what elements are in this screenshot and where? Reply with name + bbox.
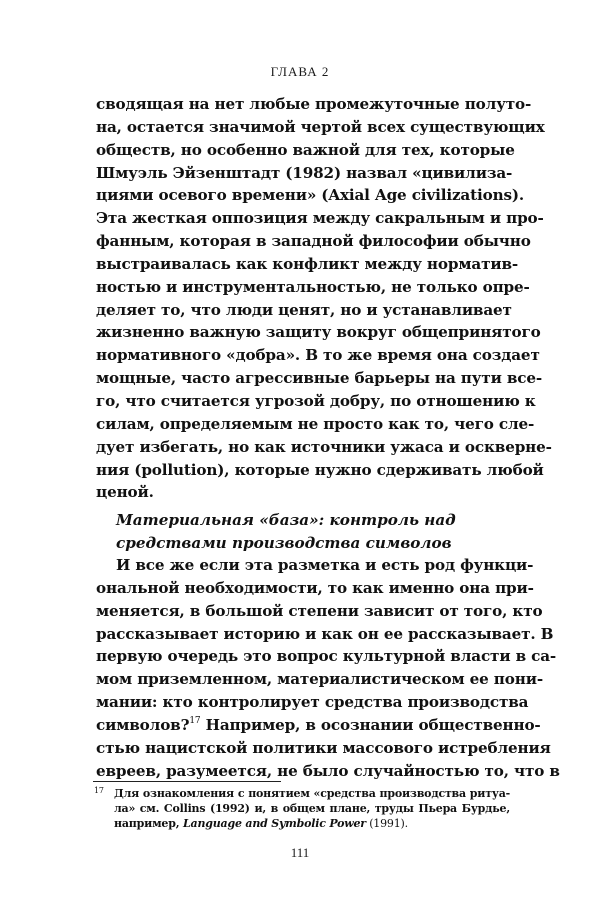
text-line: первую очередь это вопрос культурной власти в са- — [96, 647, 557, 666]
text-line: Эта жесткая оппозиция между сакральным и про- — [96, 209, 544, 228]
page-number: 111 — [290, 845, 310, 860]
text-line: сводящая на нет любые промежуточные полуто- — [96, 95, 532, 113]
text-line: го, что считается угрозой добру, по отношению к — [96, 391, 536, 410]
text-line: обществ, но особенно важной для тех, которые — [96, 140, 515, 159]
footnote — [94, 786, 510, 831]
text-line: мощные, часто агрессивные барьеры на пути все- — [96, 369, 543, 388]
text-line-with-footnote — [96, 714, 541, 737]
footnote-line — [94, 816, 510, 831]
text-line: нормативного «добра». В то же время она создает — [96, 346, 540, 365]
text-line: жизненно важную защиту вокруг общепринятого — [96, 323, 541, 342]
section-heading-line: Материальная «база»: контроль над — [116, 511, 456, 529]
text-line: фанным, которая в западной философии обычно — [96, 232, 531, 251]
text-line: ональной необходимости, то как именно она при- — [96, 578, 534, 597]
paragraph-2 — [96, 554, 560, 782]
text-line: выстраивалась как конфликт между норматив- — [96, 254, 519, 273]
text-line: деляет то, что люди ценят, но и устанавливает — [96, 300, 512, 319]
footnote-text: например, — [114, 817, 183, 830]
text-line: мом приземленном, материалистическом ее пони- — [96, 670, 543, 689]
text-line: циями осевого времени» (Axial Age civilizations). — [96, 186, 525, 205]
book-title: Language and Symbolic Power — [183, 817, 366, 830]
text-fragment: Например, в осознании общественно- — [205, 715, 541, 734]
text-line: ностью и инструментальностью, не только опре- — [96, 277, 530, 296]
footnote-text: (1991). — [365, 817, 408, 830]
running-head: ГЛАВА 2 — [270, 64, 330, 79]
text-line: стью нацистской политики массового истребления — [96, 738, 551, 757]
text-line: силам, определяемым не просто как то, чего сле- — [96, 414, 535, 433]
text-line: евреев, разумеется, не было случайностью то, что в — [96, 761, 560, 780]
footnote-text: Для ознакомления с понятием «средства производства ритуа- — [114, 787, 510, 800]
text-line: ценой. — [96, 483, 154, 502]
section-heading-line: средствами производства символов — [116, 533, 452, 552]
text-line: И все же если эта разметка и есть род функци- — [116, 556, 534, 574]
section-heading — [116, 509, 510, 554]
text-line: меняется, в большой степени зависит от того, кто — [96, 601, 543, 620]
text-line: Шмуэль Эйзенштадт (1982) назвал «цивилиза- — [96, 163, 513, 182]
text-fragment: символов? — [96, 715, 190, 734]
footnote-divider — [93, 781, 281, 782]
paragraph-1 — [96, 93, 552, 504]
text-line: на, остается значимой чертой всех существующих — [96, 117, 545, 136]
text-line: дует избегать, но как источники ужаса и оскверне- — [96, 437, 552, 456]
text-line: рассказывает историю и как он ее рассказывает. В — [96, 624, 554, 643]
text-line: мании: кто контролирует средства производства — [96, 693, 529, 712]
text-line: ния (pollution), которые нужно сдерживать любой — [96, 460, 544, 479]
footnote-line: 17 Для ознакомления с понятием «средства производства ритуа- — [94, 786, 510, 800]
footnote-line: ла» см. Collins (1992) и, в общем плане, труды Пьера Бурдье, — [114, 802, 510, 815]
footnote-reference[interactable]: 17 — [189, 715, 201, 726]
